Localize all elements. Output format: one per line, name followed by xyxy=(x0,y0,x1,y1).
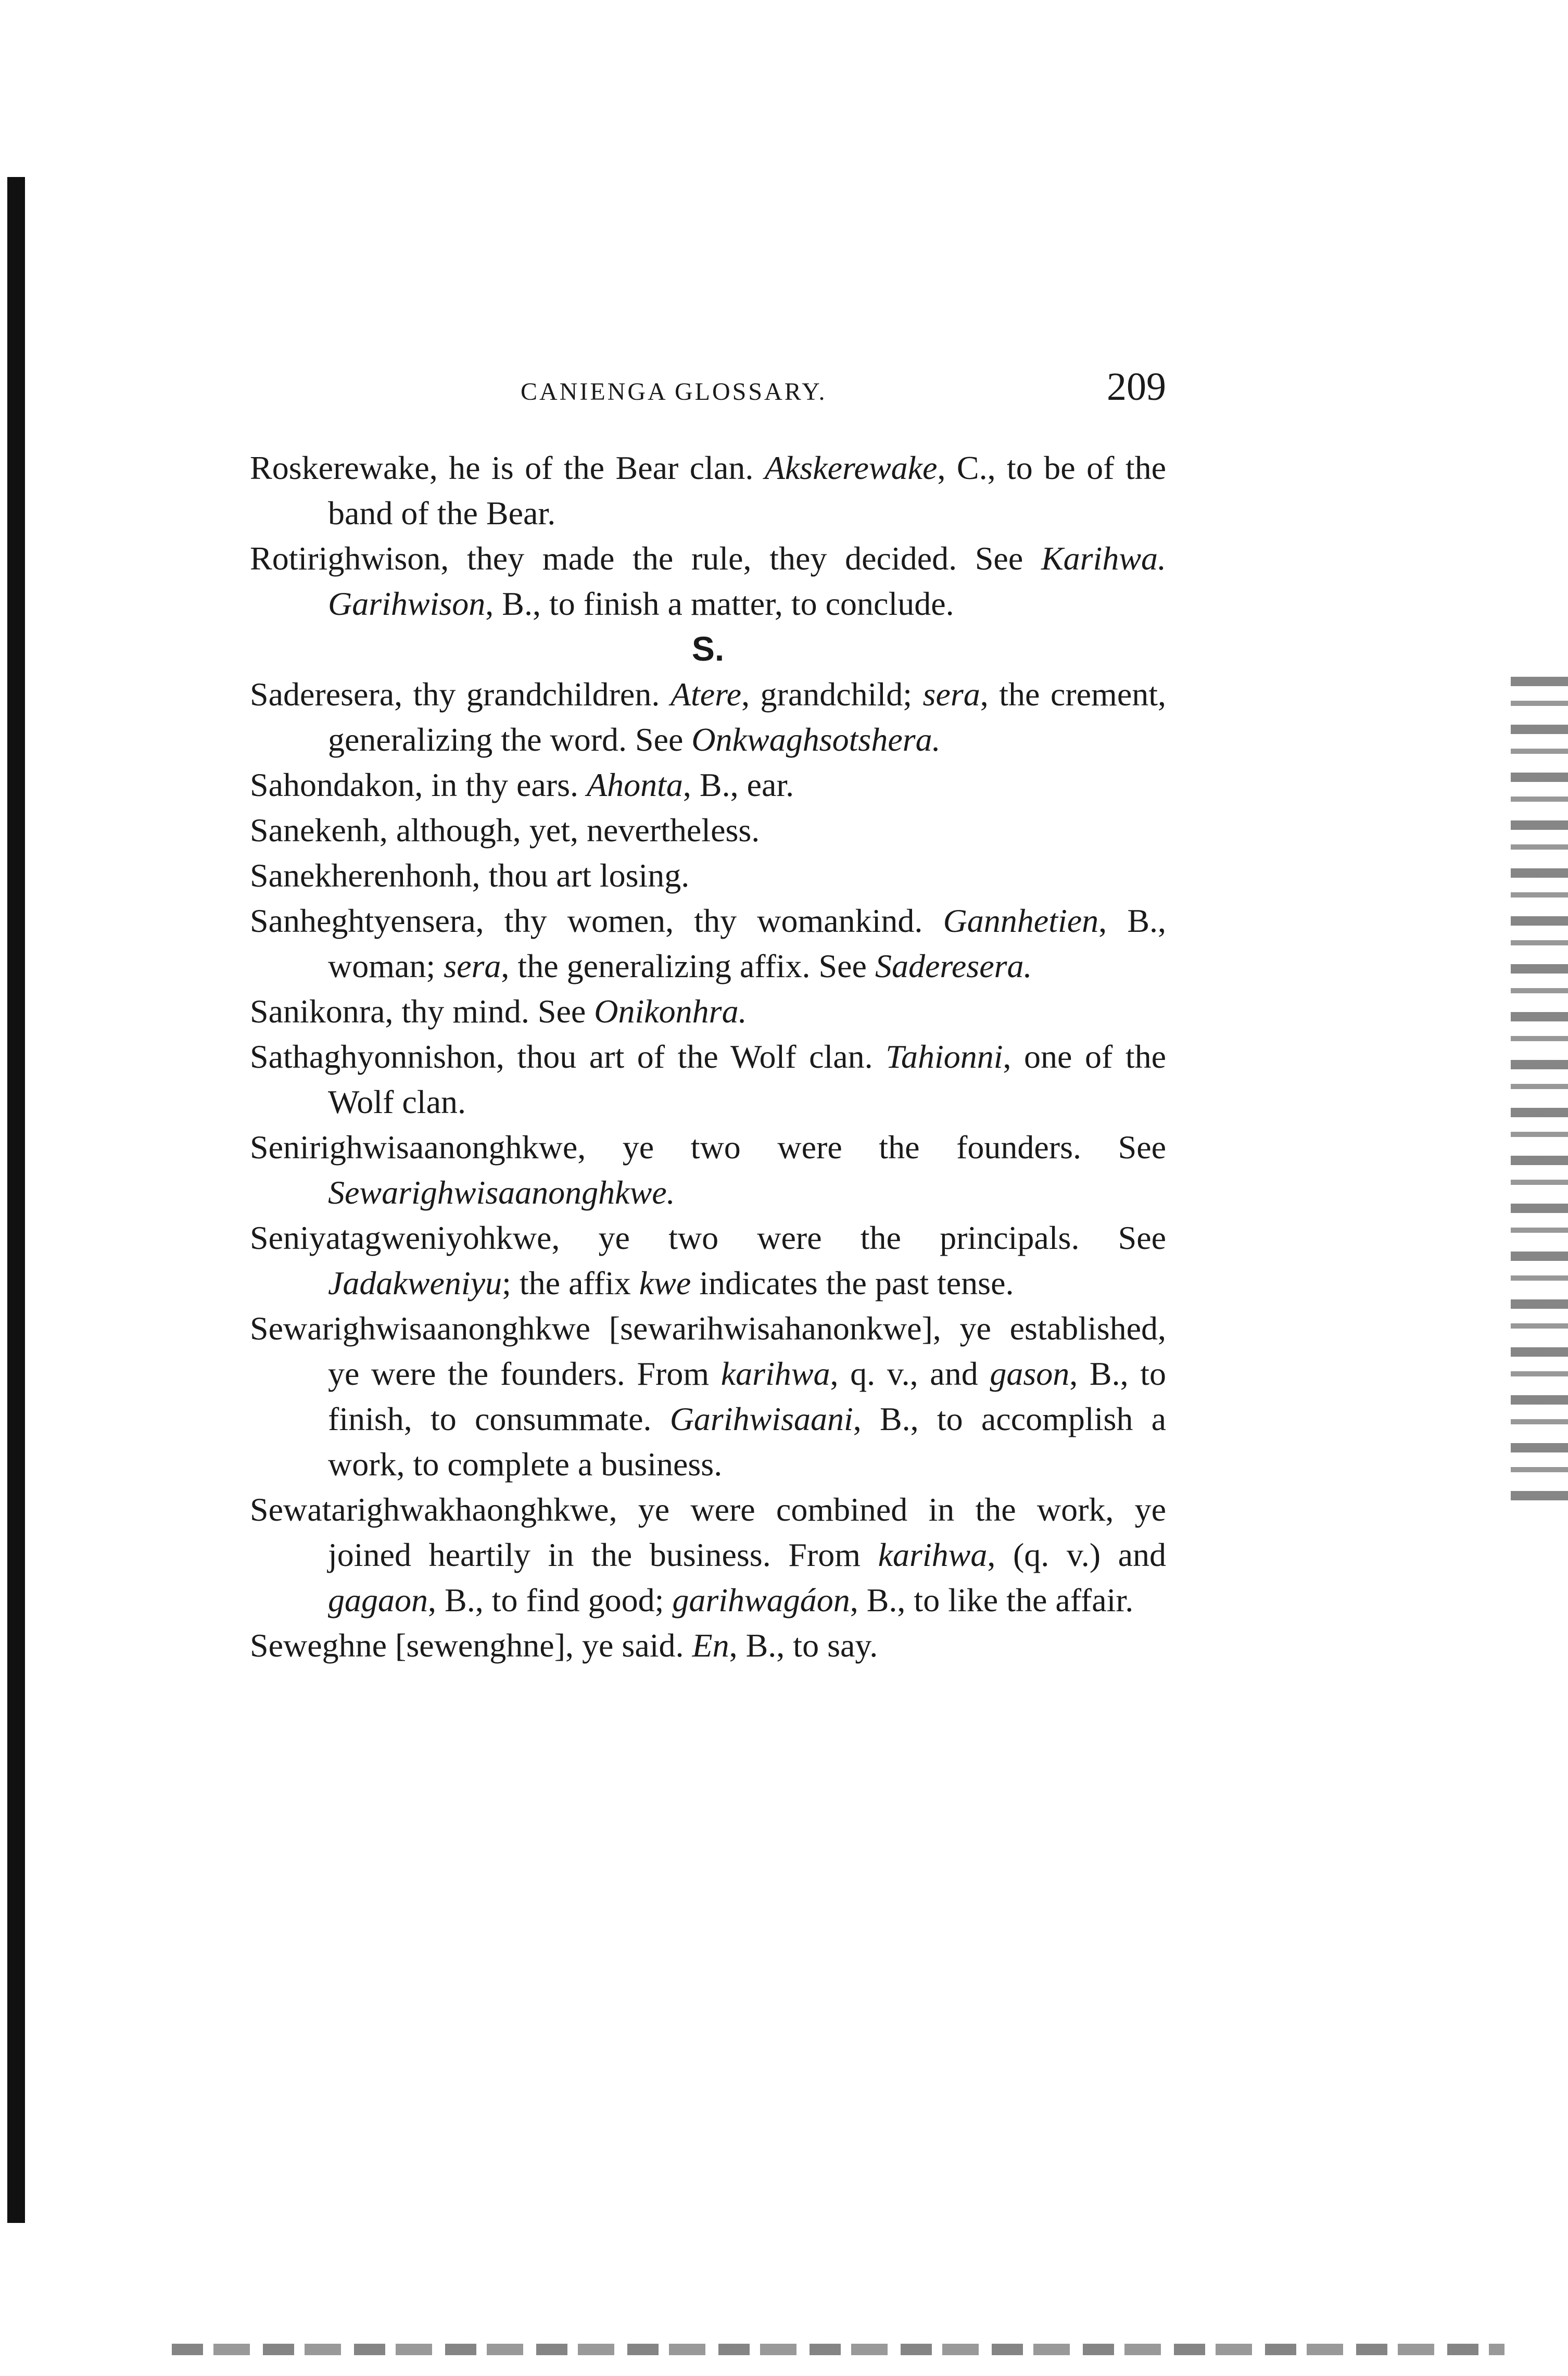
entry-text: Sewatarighwakhaonghkwe, ye were combined in the work, ye joined heartily in the business. From xyxy=(250,1491,1166,1573)
italic-term: Karihwa. xyxy=(1041,540,1166,577)
italic-term: Jadakweniyu xyxy=(328,1265,502,1301)
entry-text: ; the affix xyxy=(502,1265,639,1301)
entry-text: Sanekenh, although, yet, nevertheless. xyxy=(250,812,760,849)
page-number: 209 xyxy=(1107,365,1166,409)
italic-term: Saderesera. xyxy=(875,947,1032,984)
glossary-entry xyxy=(250,536,1166,626)
entry-text: Seweghne [sewenghne], ye said. xyxy=(250,1627,692,1664)
entry-text: , B., to accomplish a work, to complete a business. xyxy=(328,1400,1167,1483)
glossary-entry xyxy=(250,1034,1166,1124)
entry-text: , (q. v.) and xyxy=(987,1536,1166,1573)
italic-term: Gannhetien xyxy=(943,902,1099,939)
italic-term: En xyxy=(692,1627,729,1664)
entry-text: Senirighwisaanonghkwe, ye two were the founders. See xyxy=(250,1129,1166,1166)
entry-text: Roskerewake, he is of the Bear clan. xyxy=(250,449,765,486)
entry-text: Sathaghyonnishon, thou art of the Wolf clan. xyxy=(250,1038,886,1075)
italic-term: Onikonhra. xyxy=(594,993,747,1030)
entry-text: indicates the past tense. xyxy=(691,1265,1014,1301)
page-edge-artifact xyxy=(1511,677,1568,1510)
entry-text: , one of the Wolf clan. xyxy=(328,1038,1167,1120)
italic-term: Atere xyxy=(670,676,742,713)
italic-term: gason xyxy=(990,1355,1070,1392)
entry-text: , B., to finish, to consummate. xyxy=(328,1355,1167,1437)
entry-text: , B., to say. xyxy=(729,1627,878,1664)
glossary-entry xyxy=(250,853,1166,898)
page-header xyxy=(250,359,1166,416)
entry-text: Sanekherenhonh, thou art losing. xyxy=(250,857,690,894)
running-head: CANIENGA GLOSSARY. xyxy=(521,378,827,406)
italic-term: garihwagáon xyxy=(672,1582,850,1619)
italic-term: karihwa xyxy=(720,1355,830,1392)
glossary-entry xyxy=(250,1623,1166,1668)
entry-text: , B., to like the affair. xyxy=(850,1582,1134,1619)
entry-text: Sahondakon, in thy ears. xyxy=(250,766,587,803)
section-letter-heading: S. xyxy=(691,629,725,668)
italic-term: Sewarighwisaanonghkwe. xyxy=(328,1174,675,1211)
italic-term: Onkwaghsotshera. xyxy=(691,721,941,758)
italic-term: sera xyxy=(444,947,501,984)
glossary-entry xyxy=(250,445,1166,536)
entry-text: , the crement, generalizing the word. See xyxy=(328,676,1167,758)
italic-term: gagaon xyxy=(328,1582,428,1619)
entry-text: , B., woman; xyxy=(328,902,1166,984)
glossary-entry xyxy=(250,1487,1166,1623)
glossary-entry xyxy=(250,762,1166,807)
entry-text: , B., ear. xyxy=(682,766,794,803)
entry-text: Rotirighwison, they made the rule, they decided. See xyxy=(250,540,1041,577)
italic-term: karihwa xyxy=(878,1536,988,1573)
entry-text: Seniyatagweniyohkwe, ye two were the principals. See xyxy=(250,1219,1166,1256)
italic-term: Ahonta xyxy=(587,766,683,803)
entry-text: Sanheghtyensera, thy women, thy womankind. xyxy=(250,902,943,939)
italic-term: Garihwison xyxy=(328,585,486,622)
glossary-entry xyxy=(250,1124,1166,1215)
entry-text: , B., to find good; xyxy=(428,1582,673,1619)
glossary-entry xyxy=(250,1215,1166,1306)
entry-text: Sanikonra, thy mind. See xyxy=(250,993,595,1030)
italic-term: sera xyxy=(922,676,980,713)
glossary-text xyxy=(250,445,1166,1668)
glossary-entry xyxy=(250,807,1166,853)
book-spine-shadow xyxy=(7,177,25,2223)
scan-edge-artifact xyxy=(172,2344,1504,2355)
entry-text: Saderesera, thy grandchildren. xyxy=(250,676,671,713)
entry-text: , q. v., and xyxy=(830,1355,990,1392)
entry-text: , C., to be of the band of the Bear. xyxy=(328,449,1167,532)
glossary-entry xyxy=(250,898,1166,989)
entry-text: , grandchild; xyxy=(741,676,923,713)
glossary-entry xyxy=(250,672,1166,762)
glossary-entry xyxy=(250,1306,1166,1487)
italic-term: Garihwisaani xyxy=(669,1400,853,1437)
glossary-entry xyxy=(250,989,1166,1034)
italic-term: kwe xyxy=(639,1265,691,1301)
italic-term: Akskerewake xyxy=(764,449,938,486)
entry-text: , B., to finish a matter, to conclude. xyxy=(485,585,954,622)
italic-term: Tahionni xyxy=(886,1038,1003,1075)
entry-text: , the generalizing affix. See xyxy=(501,947,875,984)
entry-text: Sewarighwisaanonghkwe [sewarihwisahanonkwe], ye established, ye were the founders. From xyxy=(250,1310,1166,1392)
